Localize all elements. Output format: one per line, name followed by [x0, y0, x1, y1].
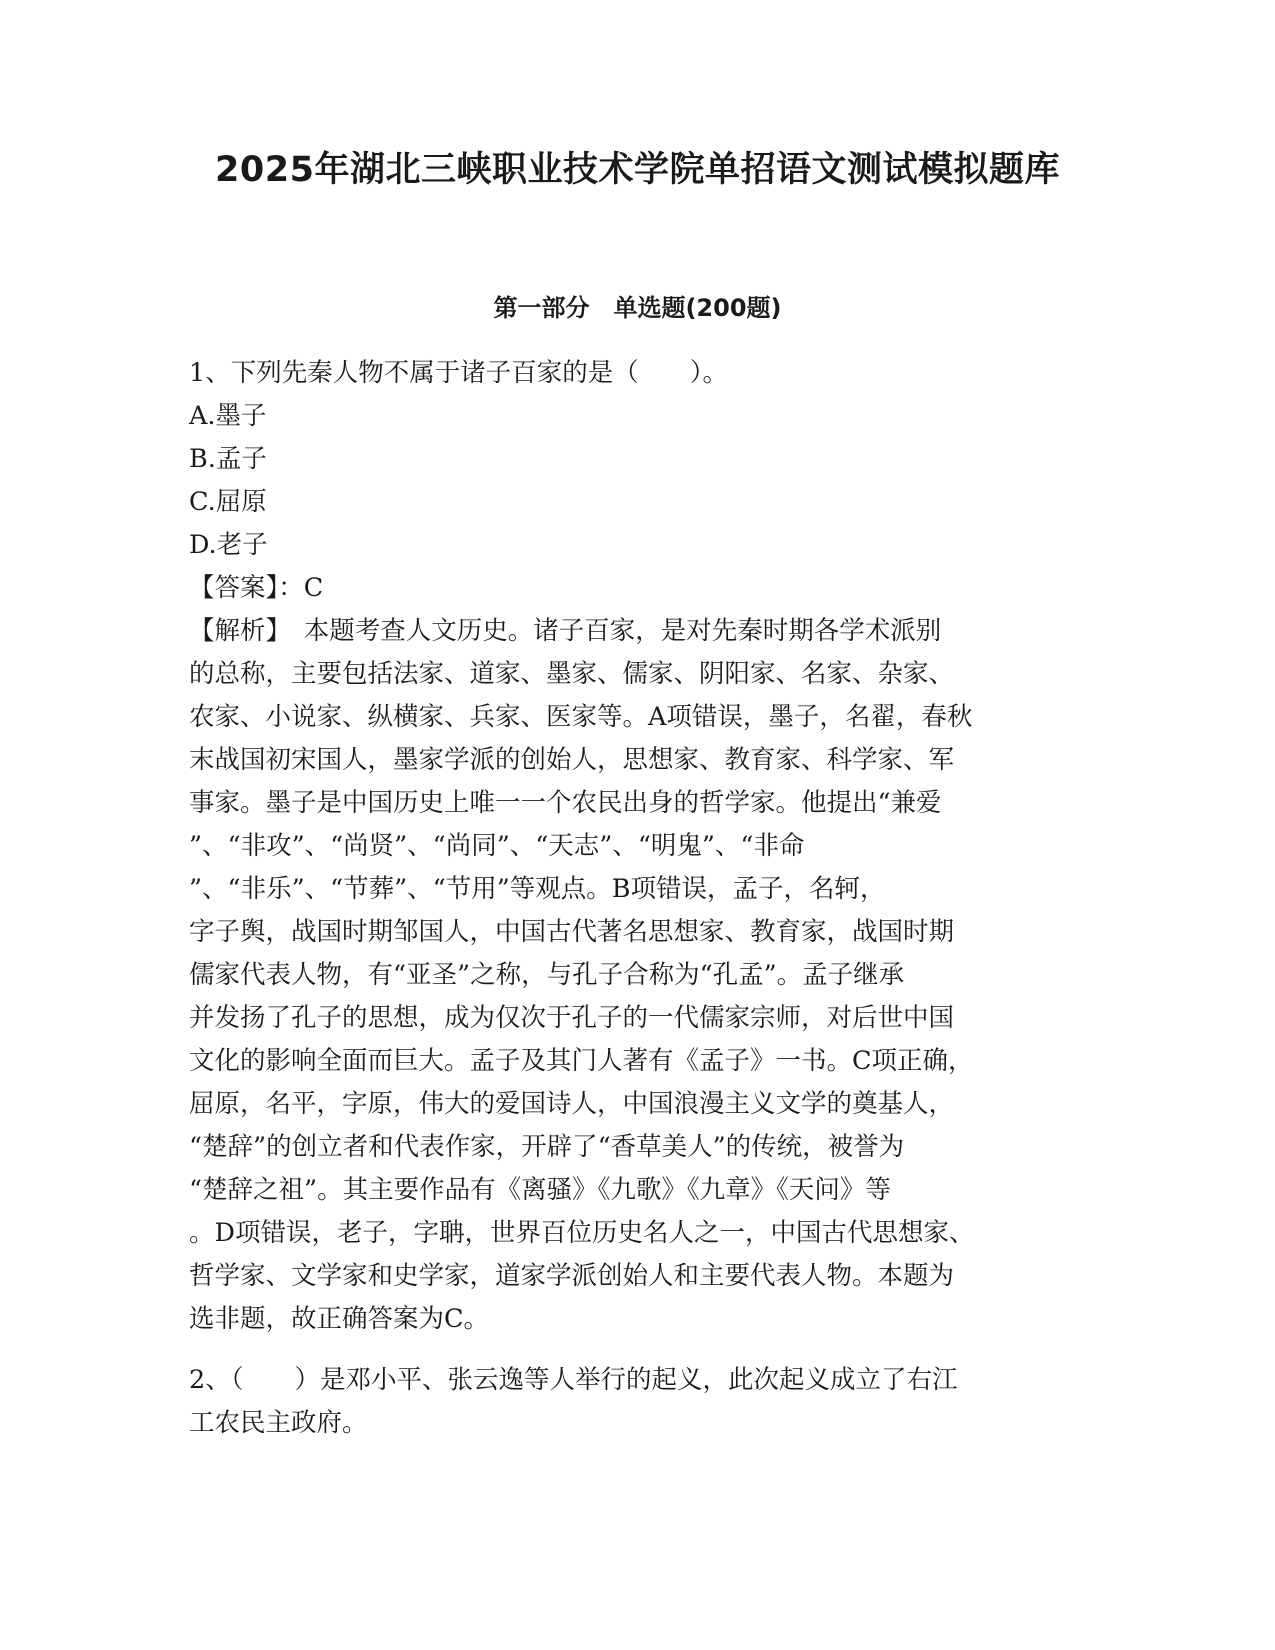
analysis-line: 屈原，名平，字原，伟大的爱国诗人，中国浪漫主义文学的奠基人，	[189, 1089, 955, 1119]
analysis-line: 【解析】 本题考查人文历史。诸子百家，是对先秦时期各学术派别	[189, 616, 942, 646]
option-d: D.老子	[189, 530, 268, 560]
analysis-line: 。D项错误，老子，字聃，世界百位历史名人之一，中国古代思想家、	[189, 1218, 975, 1248]
analysis-line: ”、“非乐”、“节葬”、“节用”等观点。B项错误，孟子，名轲，	[189, 874, 886, 904]
option-a: A.墨子	[189, 401, 267, 431]
analysis-line: 文化的影响全面而巨大。孟子及其门人著有《孟子》一书。C项正确，	[189, 1046, 974, 1076]
section-title: 第一部分 单选题(200题)	[493, 294, 782, 322]
question-1-stem: 1、下列先秦人物不属于诸子百家的是（ ）。	[189, 358, 728, 388]
question-1-answer: 【答案】：C	[189, 573, 324, 603]
analysis-line: “楚辞之祖”。其主要作品有《离骚》《九歌》《九章》《天问》等	[189, 1175, 891, 1205]
question-1	[189, 352, 1089, 1341]
analysis-line: 选非题，故正确答案为C。	[189, 1304, 490, 1334]
question-1-analysis	[189, 610, 1089, 1341]
analysis-line: 字子舆，战国时期邹国人，中国古代著名思想家、教育家，战国时期	[189, 917, 955, 947]
page-title: 2025年湖北三峡职业技术学院单招语文测试模拟题库	[215, 150, 1060, 190]
analysis-line: 末战国初宋国人，墨家学派的创始人，思想家、教育家、科学家、军	[189, 745, 955, 775]
question-content	[189, 352, 1089, 1445]
question-2-stem-line: 工农民主政府。	[189, 1408, 368, 1438]
analysis-line: 并发扬了孔子的思想，成为仅次于孔子的一代儒家宗师，对后世中国	[189, 1003, 955, 1033]
option-c: C.屈原	[189, 487, 267, 517]
analysis-line: ”、“非攻”、“尚贤”、“尚同”、“天志”、“明鬼”、“非命	[189, 831, 805, 861]
analysis-line: 儒家代表人物，有“亚圣”之称，与孔子合称为“孔孟”。孟子继承	[189, 960, 905, 990]
question-2-stem-line: 2、（ ）是邓小平、张云逸等人举行的起义，此次起义成立了右江	[189, 1365, 958, 1395]
analysis-line: 农家、小说家、纵横家、兵家、医家等。A项错误，墨子，名翟，春秋	[189, 702, 973, 732]
analysis-line: “楚辞”的创立者和代表作家，开辟了“香草美人”的传统，被誉为	[189, 1132, 905, 1162]
option-b: B.孟子	[189, 444, 267, 474]
question-1-options	[189, 395, 1089, 567]
analysis-line: 事家。墨子是中国历史上唯一一个农民出身的哲学家。他提出“兼爱	[189, 788, 942, 818]
analysis-line: 哲学家、文学家和史学家，道家学派创始人和主要代表人物。本题为	[189, 1261, 955, 1291]
question-2	[189, 1359, 1089, 1445]
analysis-line: 的总称，主要包括法家、道家、墨家、儒家、阴阳家、名家、杂家、	[189, 659, 955, 689]
